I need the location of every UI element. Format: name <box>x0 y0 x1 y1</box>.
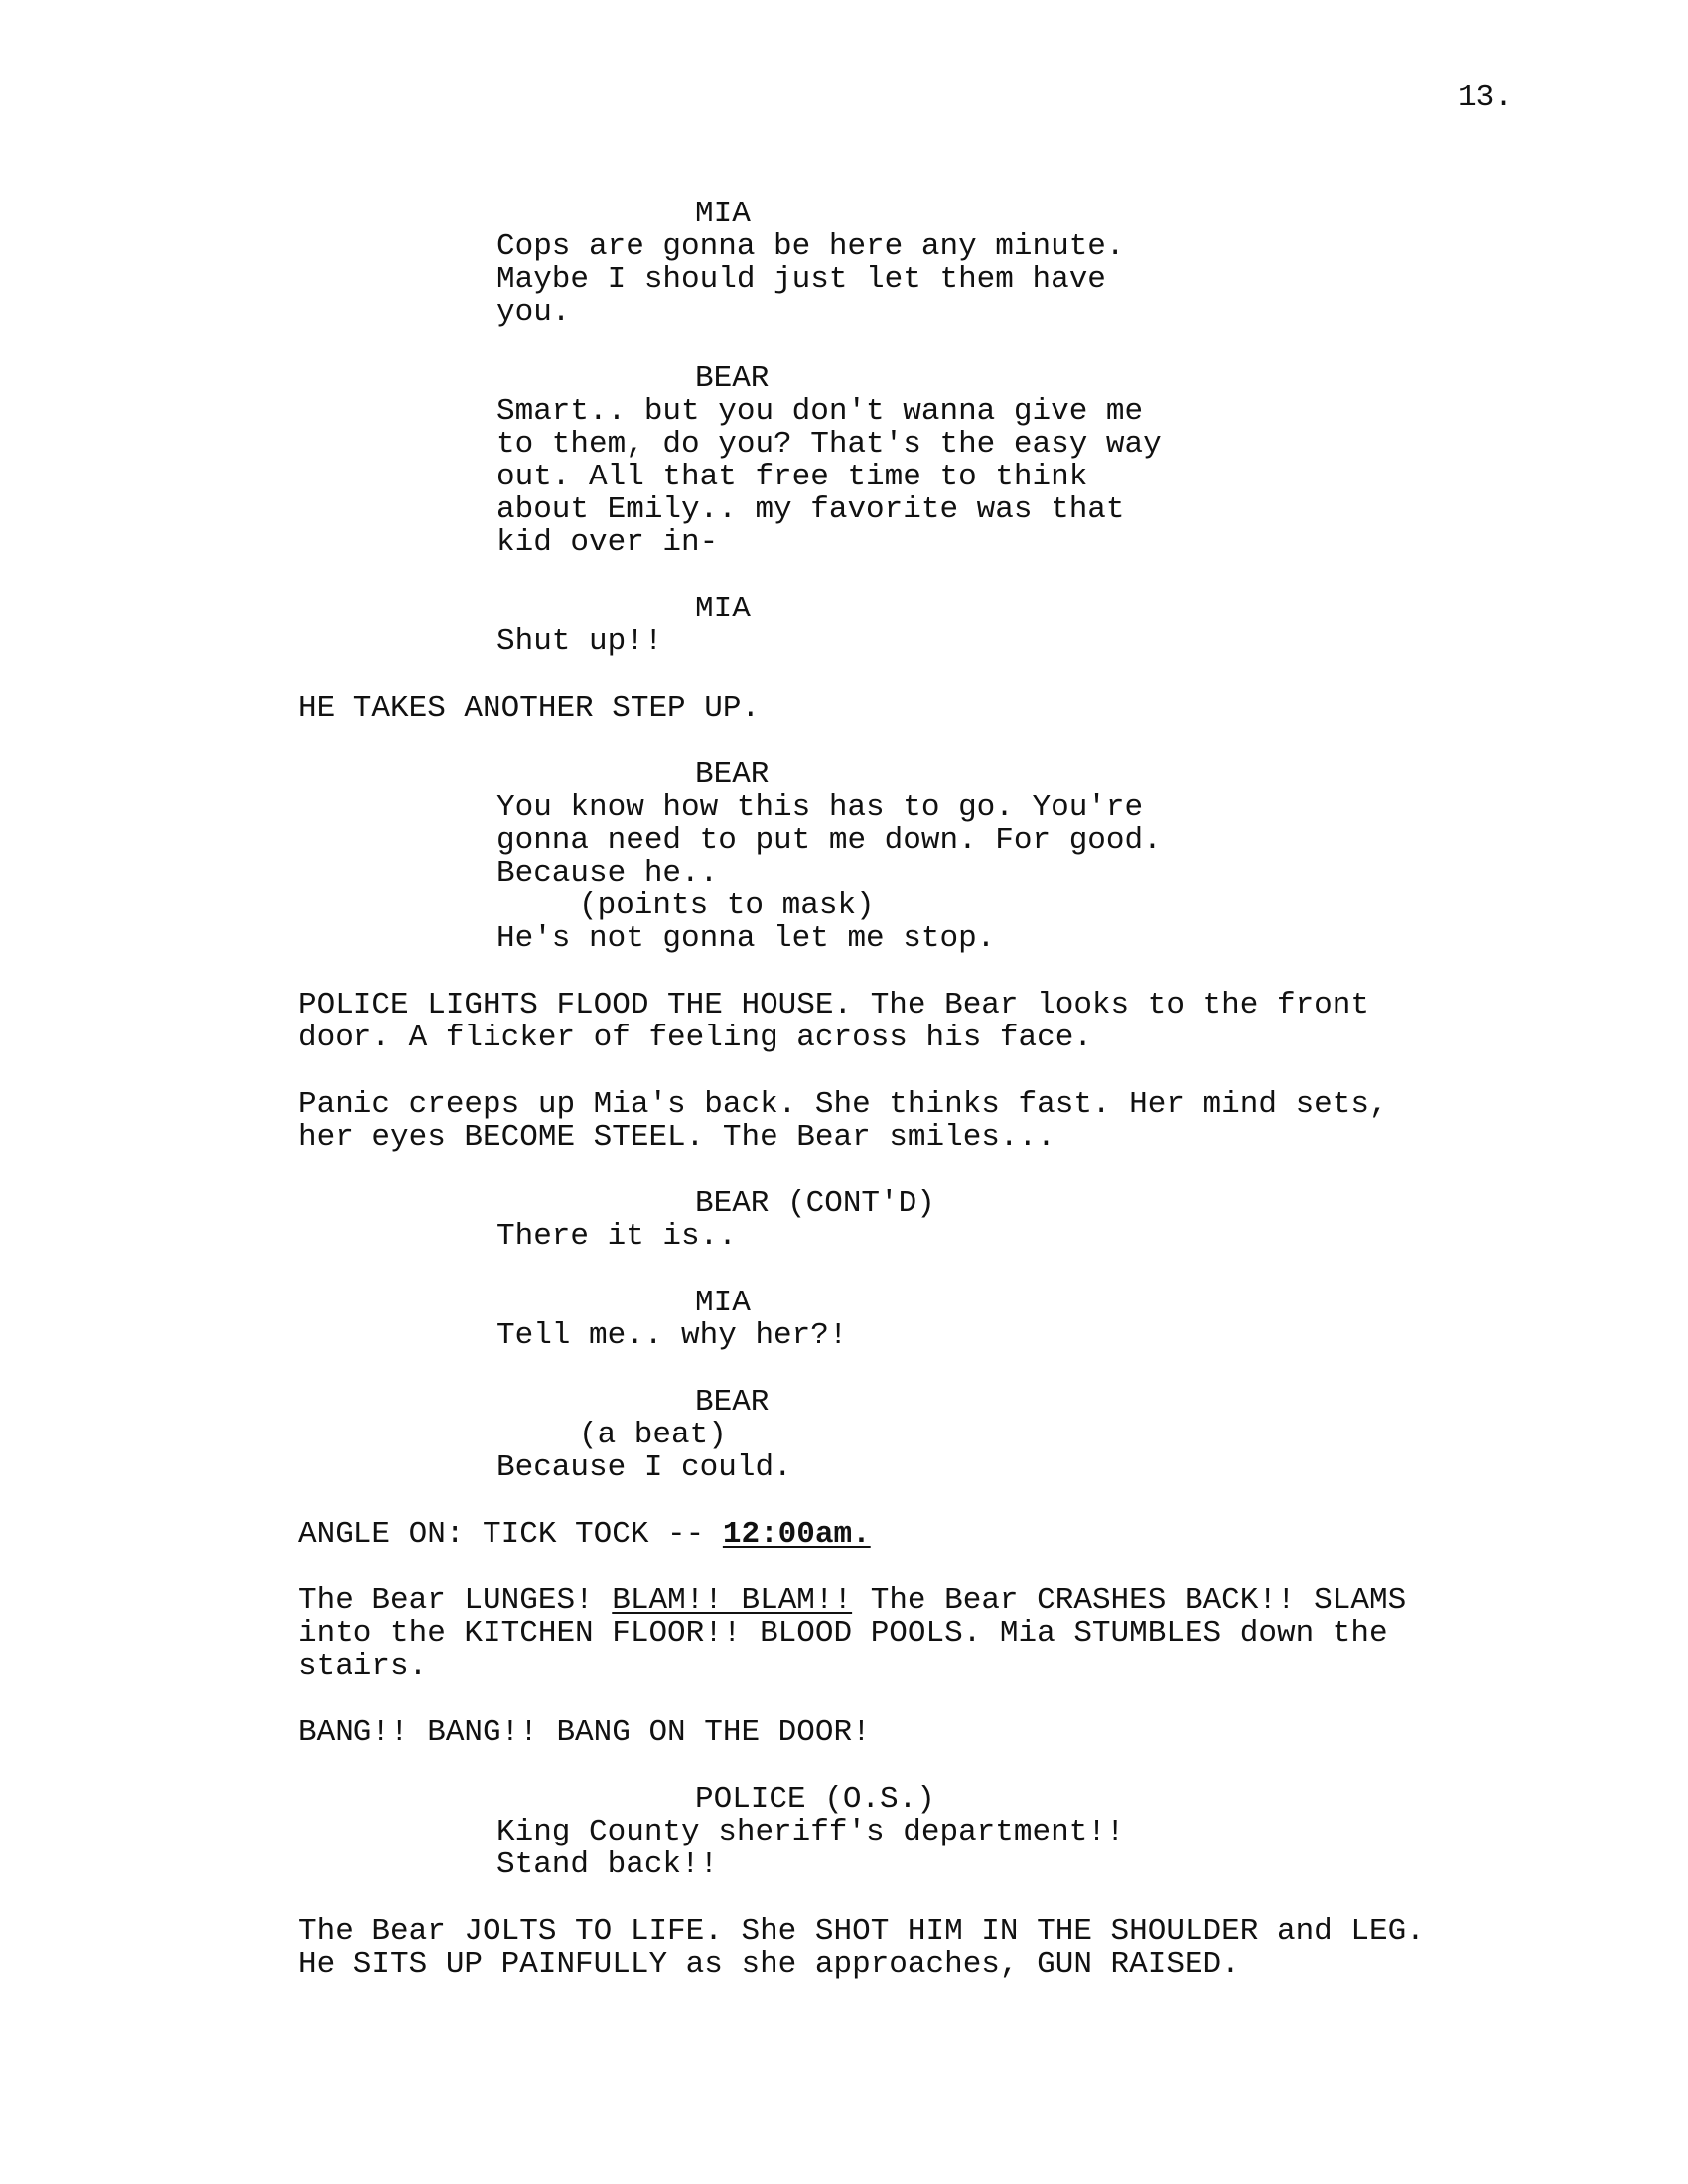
action-line: POLICE LIGHTS FLOOD THE HOUSE. The Bear looks to the front <box>298 988 1369 1023</box>
gunshot-text: BLAM!! BLAM!! <box>612 1583 853 1618</box>
character-name: BEAR <box>695 361 770 396</box>
character-name: BEAR <box>695 757 770 792</box>
dialogue-line: Cops are gonna be here any minute. <box>496 229 1125 264</box>
action-line: He SITS UP PAINFULLY as she approaches, GUN RAISED. <box>298 1947 1240 1981</box>
dialogue-line: to them, do you? That's the easy way <box>496 427 1162 462</box>
action-line: HE TAKES ANOTHER STEP UP. <box>298 691 761 726</box>
dialogue-line: You know how this has to go. You're <box>496 790 1144 825</box>
action-line: The Bear JOLTS TO LIFE. She SHOT HIM IN THE SHOULDER and LEG. <box>298 1914 1425 1949</box>
dialogue-line: There it is.. <box>496 1219 737 1254</box>
character-name: BEAR <box>695 1385 770 1420</box>
dialogue-line: Because he.. <box>496 856 719 890</box>
dialogue-line: Stand back!! <box>496 1847 719 1882</box>
character-name: MIA <box>695 592 751 626</box>
dialogue-line: you. <box>496 295 571 330</box>
dialogue-line: Tell me.. why her?! <box>496 1318 848 1353</box>
action-line <box>298 1584 1406 1618</box>
action-line: stairs. <box>298 1649 428 1684</box>
page-number: 13. <box>1458 80 1513 115</box>
action-line <box>298 1518 871 1552</box>
character-name: POLICE (O.S.) <box>695 1782 935 1817</box>
parenthetical: (a beat) <box>579 1418 727 1452</box>
parenthetical: (points to mask) <box>579 888 875 923</box>
dialogue-line: Shut up!! <box>496 624 663 659</box>
dialogue-line: out. All that free time to think <box>496 460 1088 494</box>
action-line: Panic creeps up Mia's back. She thinks fast. Her mind sets, <box>298 1087 1388 1122</box>
character-name: MIA <box>695 197 751 231</box>
dialogue-line: gonna need to put me down. For good. <box>496 823 1162 858</box>
dialogue-line: Because I could. <box>496 1450 792 1485</box>
angle-prefix: ANGLE ON: TICK TOCK -- <box>298 1517 723 1552</box>
action-text: The Bear LUNGES! <box>298 1583 613 1618</box>
dialogue-line: about Emily.. my favorite was that <box>496 492 1125 527</box>
action-text: The Bear CRASHES BACK!! SLAMS <box>852 1583 1407 1618</box>
dialogue-line: He's not gonna let me stop. <box>496 921 996 956</box>
action-line: into the KITCHEN FLOOR!! BLOOD POOLS. Mia STUMBLES down the <box>298 1616 1388 1651</box>
character-name: MIA <box>695 1286 751 1320</box>
character-name: BEAR (CONT'D) <box>695 1186 935 1221</box>
dialogue-line: kid over in- <box>496 525 719 560</box>
action-line: her eyes BECOME STEEL. The Bear smiles... <box>298 1120 1055 1155</box>
time-stamp: 12:00am. <box>722 1517 871 1552</box>
dialogue-line: Smart.. but you don't wanna give me <box>496 394 1144 429</box>
dialogue-line: Maybe I should just let them have <box>496 262 1106 297</box>
action-line: door. A flicker of feeling across his face. <box>298 1021 1092 1055</box>
dialogue-line: King County sheriff's department!! <box>496 1815 1125 1849</box>
action-line: BANG!! BANG!! BANG ON THE DOOR! <box>298 1715 871 1750</box>
